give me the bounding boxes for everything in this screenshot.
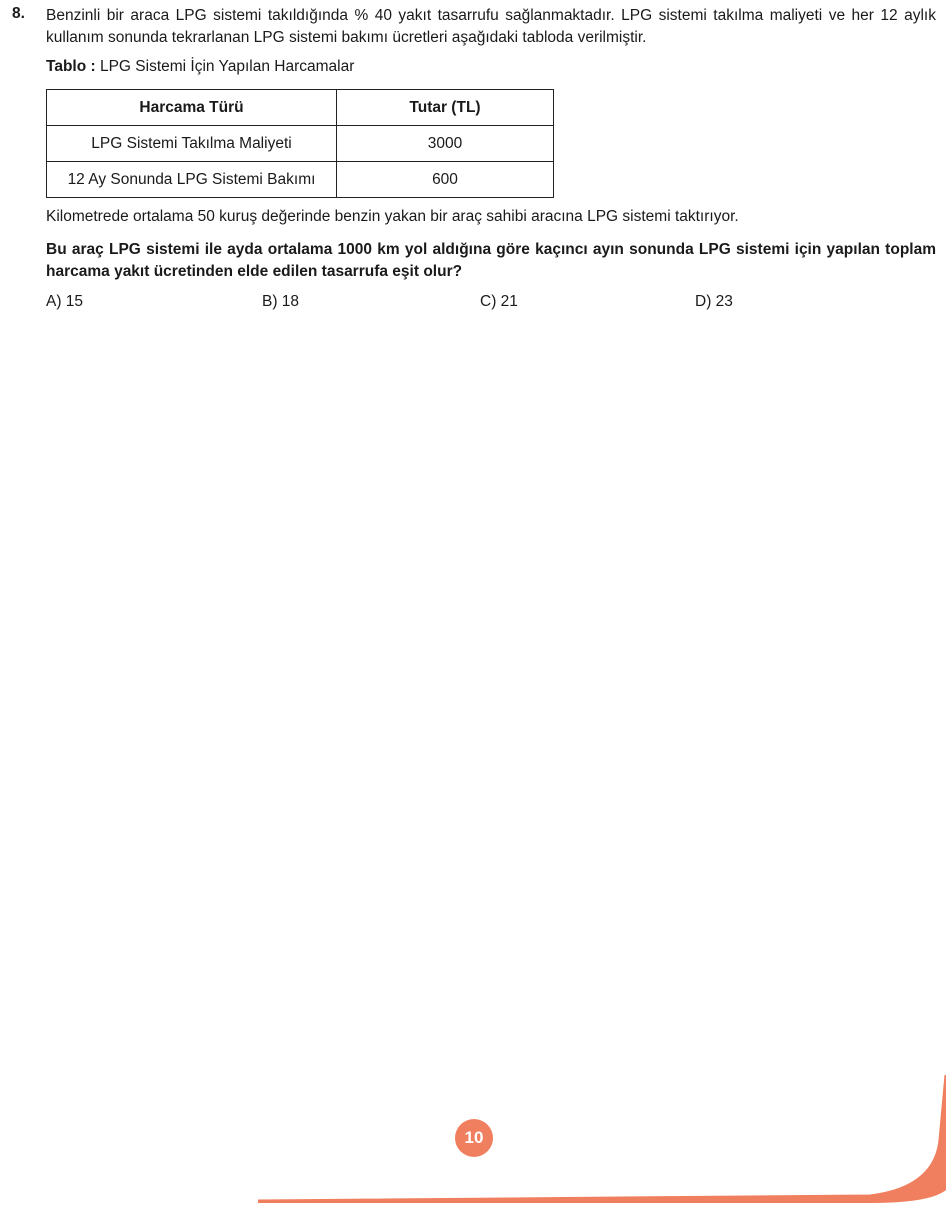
table-row: [47, 126, 554, 162]
option-d[interactable]: D) 23: [695, 293, 733, 310]
table-header-cell: Harcama Türü: [47, 90, 337, 126]
question-prompt: Bu araç LPG sistemi ile ayda ortalama 1000 km yol aldığına göre kaçıncı ayın sonunda LPG sistemi için yapılan toplam harcama yakıt ücretinden elde edilen tasarrufa eşit olur?: [46, 241, 936, 280]
table-header-cell: Tutar (TL): [337, 90, 554, 126]
table-caption-text: LPG Sistemi İçin Yapılan Harcamalar: [99, 58, 355, 75]
table-caption-label: Tablo :: [46, 58, 96, 75]
table-header-row: [47, 90, 554, 126]
option-a[interactable]: A) 15: [46, 293, 84, 310]
question-number: 8.: [12, 5, 25, 22]
table-row: [47, 162, 554, 198]
table-cell: 600: [337, 162, 554, 198]
table-cell: LPG Sistemi Takılma Maliyeti: [47, 126, 337, 162]
page-number: 10: [455, 1119, 493, 1157]
table-caption: [46, 58, 354, 76]
question-text: Benzinli bir araca LPG sistemi takıldığında % 40 yakıt tasarrufu sağlanmaktadır. LPG sistemi takılma maliyeti ve her 12 aylık kullanım sonunda tekrarlanan LPG sistemi bakımı ücretleri aşağıdaki tabloda verilmiştir.: [46, 7, 936, 46]
option-b[interactable]: B) 18: [262, 293, 300, 310]
table-cell: 12 Ay Sonunda LPG Sistemi Bakımı: [47, 162, 337, 198]
option-c[interactable]: C) 21: [480, 293, 518, 310]
expenses-table: [46, 89, 554, 198]
table-cell: 3000: [337, 126, 554, 162]
question-info: Kilometrede ortalama 50 kuruş değerinde benzin yakan bir araç sahibi aracına LPG sistemi taktırıyor.: [46, 208, 739, 225]
